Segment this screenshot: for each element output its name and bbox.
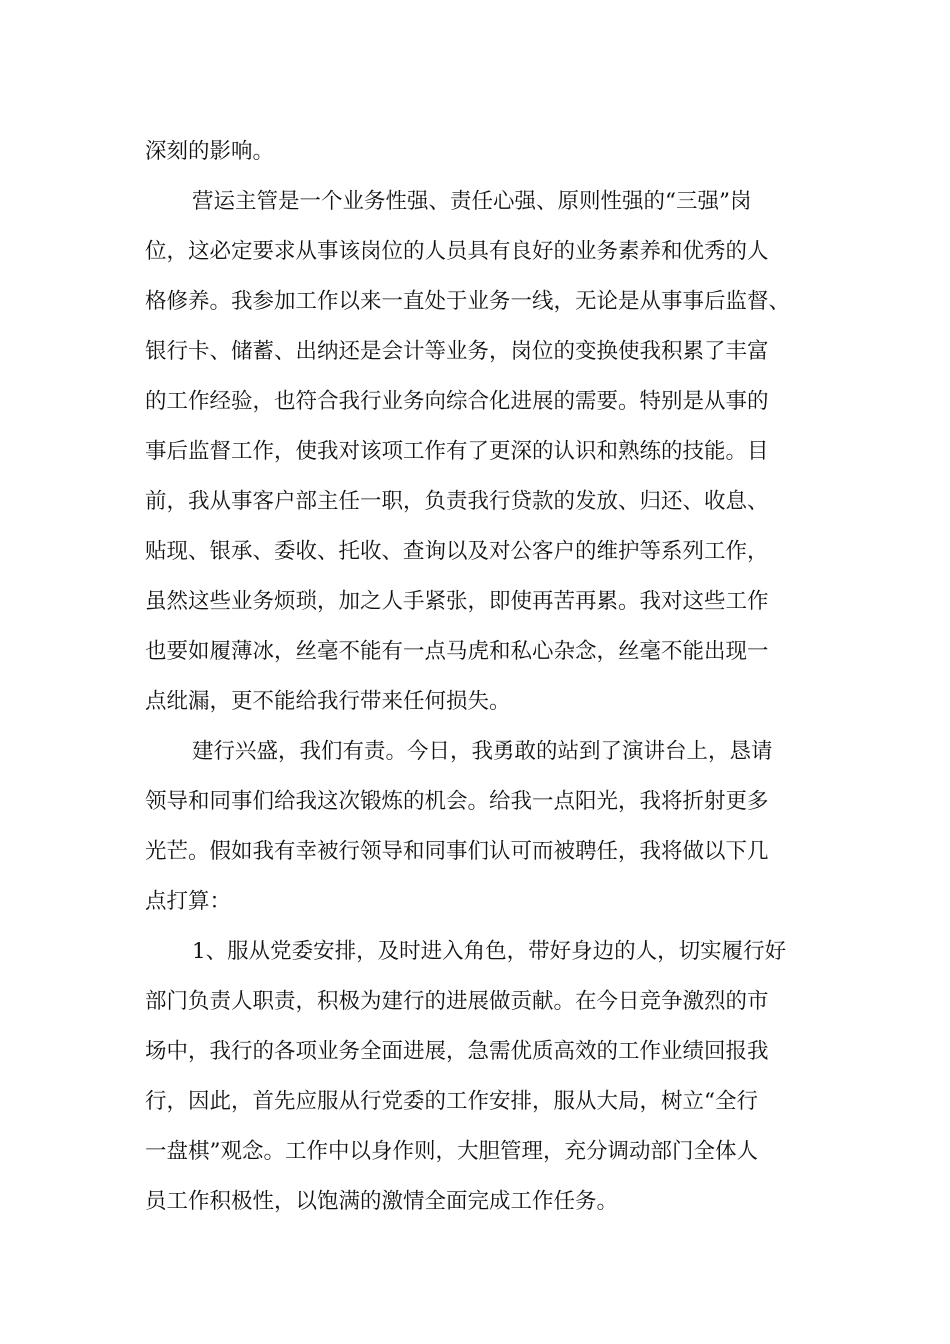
text-line: 行，因此，首先应服从行党委的工作安排，服从大局，树立“全行 xyxy=(145,1089,758,1114)
text-line: 场中，我行的各项业务全面进展，急需优质高效的工作业绩回报我 xyxy=(145,1039,769,1064)
text-line: 1、服从党委安排，及时进入角色，带好身边的人，切实履行好 xyxy=(192,939,787,964)
text-line: 点打算： xyxy=(145,889,232,914)
text-line: 建行兴盛，我们有责。今日，我勇敢的站到了演讲台上，恳请 xyxy=(192,739,773,764)
text-line: 一盘棋”观念。工作中以身作则，大胆管理，充分调动部门全体人 xyxy=(145,1139,758,1164)
text-line: 虽然这些业务烦琐，加之人手紧张，即使再苦再累。我对这些工作 xyxy=(145,589,769,614)
text-line: 部门负责人职责，积极为建行的进展做贡献。在今日竞争激烈的市 xyxy=(145,989,769,1014)
text-line: 也要如履薄冰，丝毫不能有一点马虎和私心杂念，丝毫不能出现一 xyxy=(145,639,769,664)
text-line: 点纰漏，更不能给我行带来任何损失。 xyxy=(145,689,511,714)
text-line: 光芒。假如我有幸被行领导和同事们认可而被聘任，我将做以下几 xyxy=(145,839,769,864)
text-line: 深刻的影响。 xyxy=(145,139,275,164)
text-line: 银行卡、储蓄、出纳还是会计等业务，岗位的变换使我积累了丰富 xyxy=(145,339,769,364)
text-line: 位，这必定要求从事该岗位的人员具有良好的业务素养和优秀的人 xyxy=(145,239,769,264)
text-line: 贴现、银承、委收、托收、查询以及对公客户的维护等系列工作， xyxy=(145,539,769,564)
text-line: 前，我从事客户部主任一职，负责我行贷款的发放、归还、收息、 xyxy=(145,489,769,514)
body-text xyxy=(145,127,845,1227)
text-line: 营运主管是一个业务性强、责任心强、原则性强的“三强”岗 xyxy=(192,189,752,214)
text-line: 领导和同事们给我这次锻炼的机会。给我一点阳光，我将折射更多 xyxy=(145,789,769,814)
text-line: 事后监督工作，使我对该项工作有了更深的认识和熟练的技能。目 xyxy=(145,439,769,464)
text-line: 的工作经验，也符合我行业务向综合化进展的需要。特别是从事的 xyxy=(145,389,769,414)
text-line: 员工作积极性，以饱满的激情全面完成工作任务。 xyxy=(145,1189,619,1214)
text-line: 格修养。我参加工作以来一直处于业务一线，无论是从事事后监督、 xyxy=(145,289,791,314)
